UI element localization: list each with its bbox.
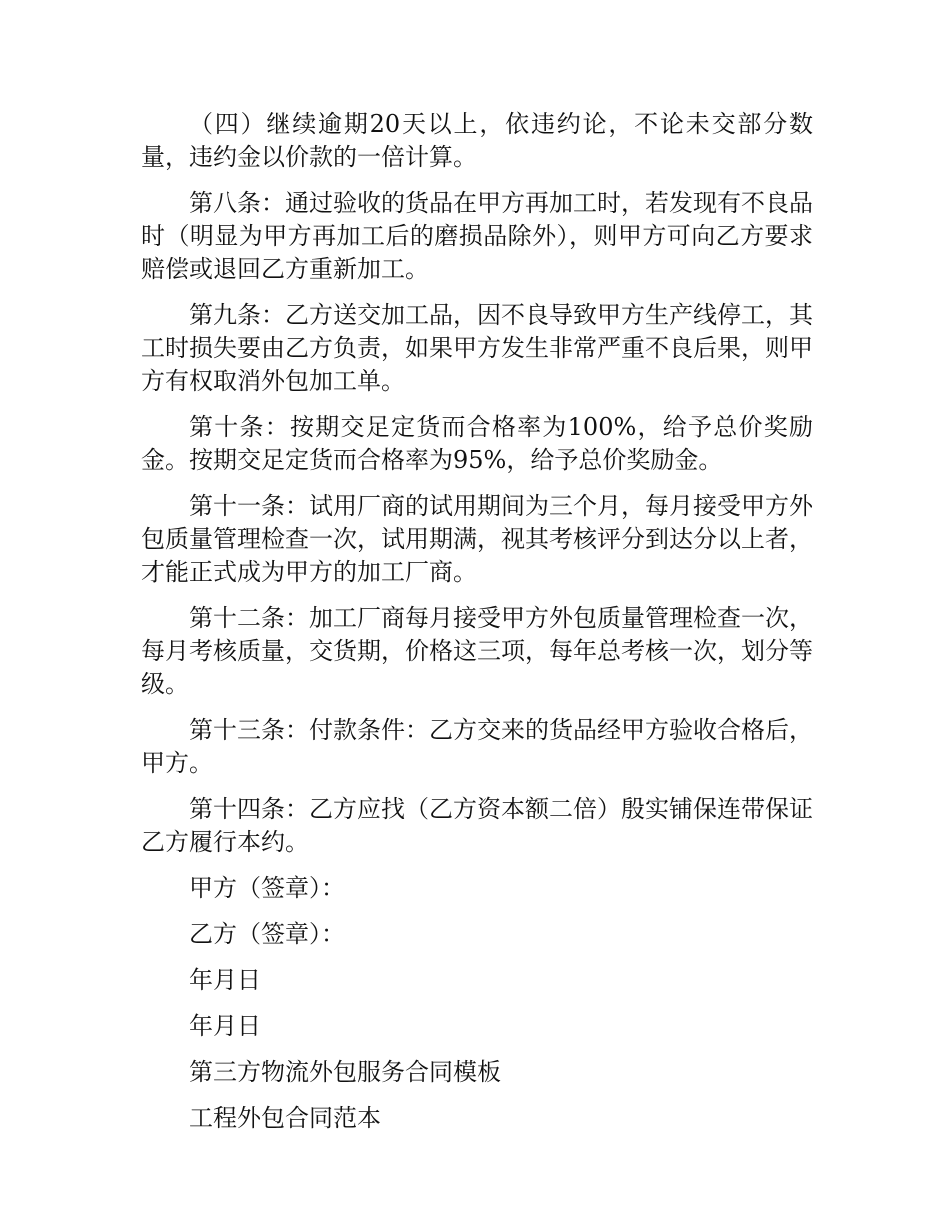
clause-article-9: 第九条：乙方送交加工品，因不良导致甲方生产线停工，其工时损失要由乙方负责，如果甲方发生非常严重不良后果，则甲方有权取消外包加工单。 [141, 301, 813, 395]
clause-article-12: 第十二条：加工厂商每月接受甲方外包质量管理检查一次，每月考核质量，交货期，价格这三项，每年总考核一次，划分等级。 [141, 604, 813, 698]
related-title-engineering-template: 工程外包合同范本 [189, 1104, 381, 1132]
clause-article-13: 第十三条：付款条件：乙方交来的货品经甲方验收合格后，甲方。 [141, 716, 813, 777]
date-line-b: 年月日 [189, 1012, 261, 1040]
clause-article-14: 第十四条：乙方应找（乙方资本额二倍）殷实铺保连带保证乙方履行本约。 [141, 795, 813, 856]
related-title-logistics-template: 第三方物流外包服务合同模板 [189, 1058, 501, 1086]
document-body [141, 108, 813, 1148]
date-line-a: 年月日 [189, 966, 261, 994]
clause-article-10: 第十条：按期交足定货而合格率为100%，给予总价奖励金。按期交足定货而合格率为95%，给予总价奖励金。 [141, 413, 813, 474]
clause-article-8: 第八条：通过验收的货品在甲方再加工时，若发现有不良品时（明显为甲方再加工后的磨损品除外），则甲方可向乙方要求赔偿或退回乙方重新加工。 [141, 189, 813, 283]
party-a-signature: 甲方（签章）： [189, 874, 345, 902]
clause-4-overdue-20-days: （四）继续逾期20天以上，依违约论，不论未交部分数量，违约金以价款的一倍计算。 [141, 110, 813, 171]
party-b-signature: 乙方（签章）： [189, 920, 345, 948]
clause-article-11: 第十一条：试用厂商的试用期间为三个月，每月接受甲方外包质量管理检查一次，试用期满，视其考核评分到达分以上者，才能正式成为甲方的加工厂商。 [141, 492, 813, 586]
